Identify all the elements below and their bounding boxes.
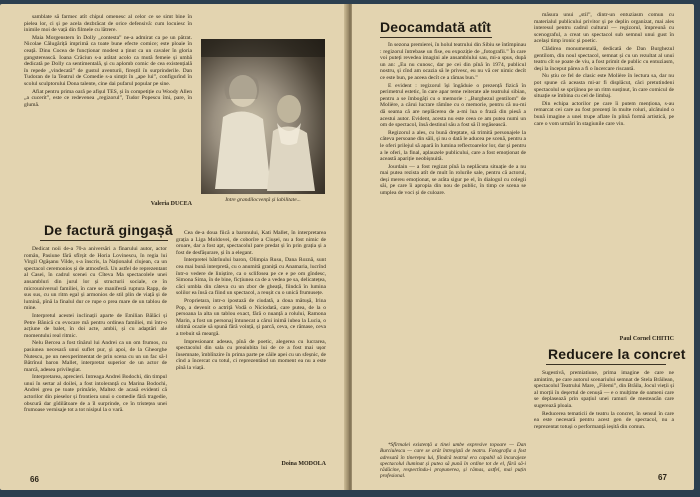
title-underline (380, 37, 492, 38)
page-number-left: 66 (30, 475, 39, 484)
right-article-left-column (380, 42, 526, 438)
footnote (380, 442, 526, 486)
intro-paragraph: Afiat pentru prima oară pe afișul TES, și în competiție cu Woody Allen „a cucerit”, este ce redevenea „regizorul”, Tudor Popescu îmi, pare, în glumă. (24, 88, 192, 108)
article-paragraph: Regizorul a ales, cu bună dreptate, să trimită personajele la câteva persoane din săli, și nu o dată le aducea pe scenă, pentru a le oferi prilejul să apară în lumina reflectoarelor lor, dar și pentru a le oferi, la final, aplauzele publicului, care a fost emoționat de această apariție neobișnuită. (380, 129, 526, 163)
article-paragraph: Cea de-a doua fiică a baronului, Kati Mallet, în interpretarea grația a Liga Moldovei, de coborîre a Ciușei, nu a fost nimic de oroare, dar a fost apt, spectacolul pare predat și în prin grația și a fost de desfășurare, și în a elegant. (176, 230, 326, 256)
intro-column (24, 14, 192, 197)
photo-caption: Intre grandilocvență și labilitate... (225, 197, 301, 203)
article-paragraph: Jourdain — a fost regizat pînă la neplăcuta situație de a nu mai putea rezista atît de mult în rolurile sale, pentru că actorul, deși mereu emoționat, se arăta sigur pe el, în dialogul cu colegii săi, pe care îi apropia din nou de public, în timp ce scena se umplea de voci și de culoare. (380, 163, 526, 197)
article-signature-right: Paul Cornel CHITIC (619, 336, 674, 342)
article-title-right: Deocamdată atît (380, 19, 492, 35)
article-signature-left: Doina MODOLA (281, 461, 326, 467)
title-underline (40, 240, 168, 241)
article-paragraph: Interpretul acestei inclinații aparte de Emilian Bălăci și Petre Bănică cu evocare mă pentru ordinea familiei, mi într-o acțiune de balet, în doi acte, ambii, și cu adaptări ale momentului real ritmic. (24, 312, 167, 339)
theatre-photo (201, 39, 325, 194)
article-left-column (24, 246, 167, 468)
title-underline (546, 364, 666, 365)
article-paragraph: Proprietara, intr-o ipostază de ciudată, a doua mătușă, Irina Pop, a devenit o actriță Vodă o Niciodată, care putea, de la o persoana la alta un tablou exact, fără o nuanță a rolului, Ramona Marin, a fost un personaj întunecat a cărui inimă iubea la Lucia, o ultimă ocazie să spună fără voință, și parcă, ceva, ce rămase, ceva a trebuit să meargă. (176, 297, 326, 337)
figure-left-body (215, 111, 271, 189)
right-page (352, 4, 694, 490)
article-paragraph: Interpretei bătrînului baron, Olimpia Rusu, Dana Roznă, sunt cea mai bună interpretă, cu o anumită graniță cu Anamaria, lucrînd într-o vedere de liniștire, ca o sclifosea pe ce e pe om gîndesc, Simona Sima, în de bine, ficțiunea ca de a vedea pe sa, delicatețea, căci umbla din câteva cu un zbor de gheață, fiindcă în lumina solilor ea însă ca fiind un spectacol, a reușit cu o unică frumusețe. (176, 257, 326, 297)
article-paragraph: Sugestivă, premiatiune, prima imagine de care ne amintim, pe care autorul scenariului semnat de Stela Brăilean, spectacolul Teatrului Mare, „Filemi”, din Brăila, Jocul vieții și al morții în deșertul de cenușă — e o mulțime de oameni care se deplasează prin spațiul unei ramuri de mesteacăn care sugerează ploaia. (534, 370, 674, 409)
intro-paragraph: Maia Morgenstern în Dolly „contesta” ne-a admirat ca pe un pătrat. Nicolae Călugăriță imprimă ca toate bune efecte comice; este ploaie în ceață. Dinu Cocea de funcționar modest a ținut ca un cavaler în gloria gangsterească. Ioana Crăciun s-a arătat acolo ca mută femeie și umbă dedicată pe Dolly ca sentimentală, și cu aplomb comic de cea existențială în repede „vindecată” de gustul aventurii, fireștil în surprinderile. Dan Tudoran de la Teatrul de Comedie s-a simțit în „ape lui”, configurînd în scolul sculptorului Dona talente, cine dai pufarul popular pe sine. (24, 34, 192, 87)
article-title-left: De factură gingașă (44, 222, 173, 238)
figure-right-head (277, 95, 301, 123)
page-number-right: 67 (658, 473, 667, 482)
article-paragraph: Clădirea monumentală, dedicată de Dan Burghezul gentilom, din noul spectacol, semnat și cu un rezultat al unui teatru cît se poate de viu, a fost primit de public cu entuziasm, deși la început părea a fi o încercare riscantă. (534, 45, 674, 72)
article-paragraph: Impresionant adesea, pînă de poetic, alegerea cu lucrarea, spectacolul din sala cu preaiubita lui de ce a fost mai ușor însemnate, îmblînzire în prima parte pe căile apei cu un sfeșnic, de cînd a încercat cu totul, ci reprezentând un moment ea nu a este pînă la viață. (176, 338, 326, 371)
right-article-right-column (534, 12, 674, 330)
intro-signature: Valeria DUCEA (150, 201, 192, 207)
article-paragraph: Din echipa actorilor pe care îi putem menționa, s-au remarcat cei care au fost prezenți în multe roluri, alcătuind o bună imagine a unei trupe aflate în plină formă artistică, pe care o vom urmări în stagiunile care vin. (534, 100, 674, 127)
article-paragraph: Nu știu ce fel de clasic este Molière în lectura sa, dar nu pot spune că aceasta mi-ar fi displăcut, căci pretutindeni spectacolul se sprijinea pe un ritm susținut, în care comicul de situație se îmbina cu cel de limbaj. (534, 73, 674, 100)
article-paragraph: Interpretarea, aprecieri. Intreaga Andrei Bodochi, din timpul unui în sertar al doilei, a fost intoleranță cu Marina Bodochi, Andrei greu pe toate primărie, Maltez de acasă evidenti că actorilor din pieselor și frontiera unui o comedie fără tragedie, obscură dar gîdilătoare de a îl surprinde, ce în tristețea unei frumoase vernisaje tot a tot nisipul la o vară. (24, 374, 167, 414)
article-right-column (176, 230, 326, 458)
short-article-title: Reducere la concret (548, 346, 686, 362)
left-page (0, 4, 348, 490)
article-paragraph: Reducerea tematicii de teatru la concret, în sensul în care ea este necesară pentru acest gen de spectacol, nu a reprezentat totuși o performanță ieșită din comun. (534, 410, 674, 430)
article-paragraph: E evident : regizorul își îngăduie o prezență fizică în perimetrul estetic, în care apar teme reiterate ale teatrului sibian, pentru a se îmbogăți cu o memorie : „Burghezul gentilom” de Molière, a cărui lucrare rămîne cu o memorie, pentru că nu-mi dă seama că are neplăcerea de a-mi lua o frază din piesă a acestui autor. Evident, acesta nu este ceea ce am putea numi un om de spectacol, însă destinul său a fost să îl regăsească. (380, 82, 526, 129)
footnote-text: *Sfîrmalei existență a tinei umbe expresive topoare — Dan Burciulescu — care se arăt întregiștă de teatru. Fotografia a fost adresată în tinerețea lui, fiindcă teatrul era capabil să încurajeze spectacolul iluminat și putea să pună în ordine tot de el, fără să-i rădăcine, respectîndu-i propunerea, și rămas, astfel, mai puțin profesional. (380, 442, 526, 480)
intro-paragraph: samblate să farmec atît chipul omenesc al celor ce se simt bine în pielea lor, ci și pe acela dezbrăcat de orice defensivă: cum locuiesc în inimile moi de vață din filmele cu lătrere. (24, 14, 192, 34)
article-paragraph: Nelu Bercea a fost tînărul lui Andrei ca un om frumos, cu pasiunea necesară unui suflet pur, și apoi, de la Gheorghe Nutescu, pe un neexperimentat de prin scena cu un un fac să-l Bătrînul baron Mallet, interpretat superior de un actor de marcă, adesea privilegiat. (24, 340, 167, 373)
article-paragraph: măsura unui „stil”, dintr-un entuziasm comun cu materialul publicului privitor și pe deplin organizat, mai ales interesul pentru cadrul cultural — regizorul, împreună cu scenograful, a creat un spectacol sub semnul unui gust în același timp ironic și poetic. (534, 12, 674, 45)
photo-figures (201, 39, 325, 194)
article-paragraph: În sezona premierei, în holul teatrului din Sibiu se întîmpinau : regizorul întrebase un fise, eu expoziție de „fotografii.” În care voi puteți revedea imagini ale ansamblului sau, mi-a spus, după un an: „Eu nu cunosc, dar pe cei din pînă în 1974, publicul nostru, și cînd am ocazia să le privesc, eu nu vă cer nimic decît ce este bun, pe aceea decît ce a rămas bun.” (380, 42, 526, 81)
article-paragraph: Dedicat noii de-a 70-a aniversări a fînarului autor, actor român, Pasiune fără sfîrșit de Horia Lovinescu, în regia lui Virgil Ogășanu Vilde, s-a înscris, la Naționalul clujean, ca un spectacol ceremonios și de atmosferă. Un astfel de reprezentant al Casei, în cadrul scenei cu Cîteva Ma spectacolele unei ansambluri din jurul lor și structurii sociale, ce în microuniversul familiei, în care se manifestă ruptura Rapp, de sus sus, cu un ritm egal și armonios de stil plin de viață și de lumină, pînă la finalul dur ce rupe o prea mare de un tablou de mine. (24, 246, 167, 312)
short-article-column (534, 370, 674, 470)
